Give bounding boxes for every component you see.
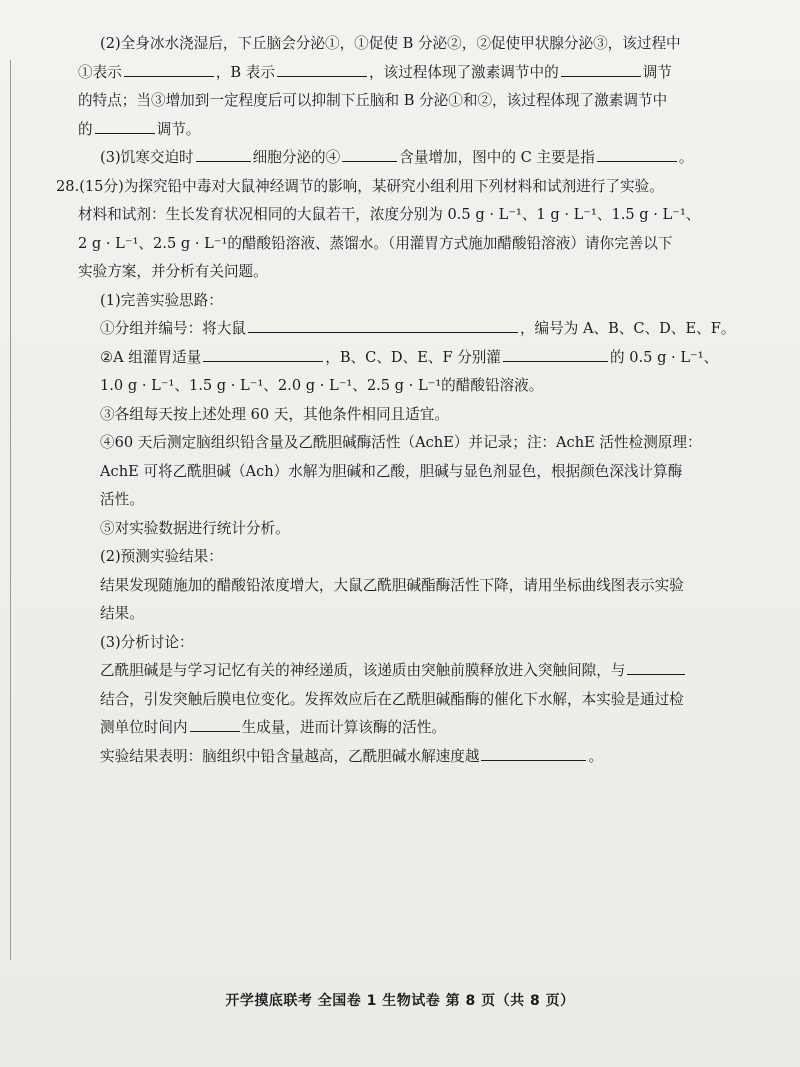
part3-conclusion: 实验结果表明：脑组织中铅含量越高，乙酰胆碱水解速度越 。 bbox=[78, 743, 778, 772]
page-content bbox=[56, 30, 778, 771]
step4-line: ④60 天后测定脑组织铅含量及乙酰胆碱酶活性（AchE）并记录；注：AchE 活性检测原理： bbox=[100, 434, 702, 451]
step5-line: ⑤对实验数据进行统计分析。 bbox=[100, 519, 290, 537]
q2-line-3: 的特点；当③增加到一定程度后可以抑制下丘脑和 B 分泌①和②，该过程体现了激素调节中 bbox=[78, 92, 668, 109]
part2-text: 结果发现随施加的醋酸铅浓度增大，大鼠乙酰胆碱酯酶活性下降，请用坐标曲线图表示实验 bbox=[100, 576, 684, 594]
answer-blank[interactable] bbox=[203, 345, 323, 362]
page-footer: 开学摸底联考 全国卷 1 生物试卷 第 8 页（共 8 页） bbox=[225, 993, 575, 1009]
q3-line: (3)饥寒交迫时 细胞分泌的④ 含量增加，图中的 C 主要是指 。 bbox=[78, 144, 778, 173]
answer-blank[interactable] bbox=[196, 145, 251, 162]
binding-margin-line bbox=[10, 60, 11, 960]
answer-blank[interactable] bbox=[124, 60, 214, 77]
answer-blank[interactable] bbox=[597, 145, 677, 162]
step4-line-2: AchE 可将乙酰胆碱（Ach）水解为胆碱和乙酸，胆碱与显色剂显色，根据颜色深浅计算酶 bbox=[100, 462, 683, 480]
part3-title: (3)分析讨论： bbox=[100, 633, 194, 651]
answer-blank[interactable] bbox=[190, 715, 240, 732]
step2-line: ②A 组灌胃适量 ，B、C、D、E、F 分别灌 的 0.5 g · L⁻¹、 bbox=[78, 344, 778, 373]
q2-line-1: (2)全身冰水浇湿后，下丘脑会分泌①，①促使 B 分泌②，②促使甲状腺分泌③，该过程中 bbox=[100, 35, 681, 52]
answer-blank[interactable] bbox=[481, 744, 586, 761]
q28-materials-1: 材料和试剂：生长发育状况相同的大鼠若干，浓度分别为 0.5 g · L⁻¹、1 g · L⁻¹、1.5 g · L⁻¹、 bbox=[78, 206, 701, 223]
answer-blank[interactable] bbox=[503, 345, 608, 362]
part1-title: (1)完善实验思路： bbox=[100, 291, 223, 309]
answer-blank[interactable] bbox=[95, 117, 155, 134]
q28-materials-3: 实验方案，并分析有关问题。 bbox=[78, 263, 268, 280]
q28-materials-2: 2 g · L⁻¹、2.5 g · L⁻¹的醋酸铅溶液、蒸馏水。（用灌胃方式施加醋酸铅溶液）请你完善以下 bbox=[78, 234, 673, 252]
part2-text-2: 结果。 bbox=[100, 605, 144, 622]
answer-blank[interactable] bbox=[248, 316, 518, 333]
part3-text-3: 测单位时间内 生成量，进而计算该酶的活性。 bbox=[78, 714, 778, 743]
answer-blank[interactable] bbox=[342, 145, 397, 162]
q2-line-4: 的 调节。 bbox=[78, 116, 778, 145]
part2-title: (2)预测实验结果： bbox=[100, 548, 223, 565]
part3-text-1: 乙酰胆碱是与学习记忆有关的神经递质，该递质由突触前膜释放进入突触间隙，与 bbox=[78, 657, 778, 686]
answer-blank[interactable] bbox=[627, 658, 685, 675]
q2-line-2: ①表示 ，B 表示 ，该过程体现了激素调节中的 调节 bbox=[78, 59, 778, 88]
answer-blank[interactable] bbox=[561, 60, 641, 77]
q28-heading: 28.(15分)为探究铅中毒对大鼠神经调节的影响，某研究小组利用下列材料和试剂进行了实验。 bbox=[56, 177, 664, 195]
step1-line: ①分组并编号：将大鼠 ，编号为 A、B、C、D、E、F。 bbox=[78, 315, 778, 344]
step2-line-2: 1.0 g · L⁻¹、1.5 g · L⁻¹、2.0 g · L⁻¹、2.5 g · L⁻¹的醋酸铅溶液。 bbox=[100, 377, 544, 394]
answer-blank[interactable] bbox=[277, 60, 367, 77]
step4-line-3: 活性。 bbox=[100, 491, 144, 508]
step3-line: ③各组每天按上述处理 60 天，其他条件相同且适宜。 bbox=[100, 405, 449, 423]
part3-text-2: 结合，引发突触后膜电位变化。发挥效应后在乙酰胆碱酯酶的催化下水解，本实验是通过检 bbox=[100, 690, 684, 708]
